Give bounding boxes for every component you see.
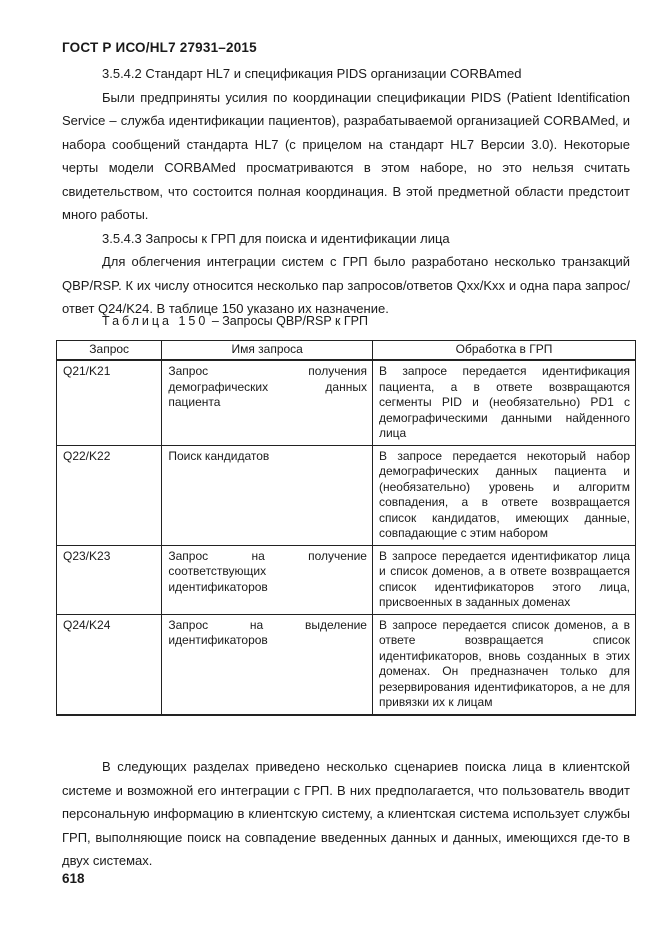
table-caption-text: – Запросы QBP/RSP к ГРП <box>208 314 368 328</box>
page-number: 618 <box>62 871 85 886</box>
section-3542-paragraph: Были предприняты усилия по координации спецификации PIDS (Patient Identification Service – служба идентификации пациентов), разрабатываемой организацией CORBAMed, и набора сообщений стандарта HL7 (с прицелом на стандарт HL7 Версии 3.0). Некоторые черты модели CORBAMed просматриваются в этом наборе, но это нельзя считать свидетельством, что состоится полная координация. В этой предметной области предстоит много работы. <box>62 89 630 222</box>
document-header: ГОСТ Р ИСО/HL7 27931–2015 <box>62 40 257 55</box>
section-3542-heading: 3.5.4.2 Стандарт HL7 и спецификация PIDS организации CORBAmed <box>102 66 522 81</box>
table-caption-label: Таблица 150 <box>102 314 209 328</box>
closing-paragraph: В следующих разделах приведено несколько сценариев поиска лица в клиентской системе и возможной его интеграции с ГРП. В них предполагается, что пользователь вводит персональную информацию в клиентскую систему, а клиентская система использует службы ГРП, выполняющие поиск на совпадение введенных данных и данных, имеющихся где-то в двух системах. <box>62 759 630 868</box>
column-header-query: Запрос <box>57 341 162 361</box>
cell-query-name: Запрос на получение соответствующих идентификаторов <box>162 545 373 614</box>
column-header-query-name: Имя запроса <box>162 341 373 361</box>
cell-processing: В запросе передается некоторый набор демографических данных пациента и (необязательно) уровень и алгоритм совпадения, а в ответе возвращается список кандидатов, имеющих данные, совпадающие с этим набором <box>372 445 635 545</box>
table-row <box>57 614 636 715</box>
cell-query-name: Запрос на выделение идентификаторов <box>162 614 373 715</box>
cell-processing: В запросе передается список доменов, а в ответе возвращается список идентификаторов, вновь созданных в этих доменах. Он предназначен только для резервирования идентификаторов, а не для привязки их к лицам <box>372 614 635 715</box>
queries-table <box>56 340 636 716</box>
cell-query-name: Запрос получения демографических данных пациента <box>162 360 373 445</box>
cell-query-name: Поиск кандидатов <box>162 445 373 545</box>
cell-processing: В запросе передается идентификация пациента, а в ответе возвращаются сегменты PID и (необязательно) PD1 с демографическими данными найденного лица <box>372 360 635 445</box>
cell-query: Q24/K24 <box>57 614 162 715</box>
cell-processing: В запросе передается идентификатор лица и список доменов, а в ответе возвращается список идентификаторов этого лица, присвоенных в заданных доменах <box>372 545 635 614</box>
table-header-row <box>57 341 636 361</box>
section-3543-heading: 3.5.4.3 Запросы к ГРП для поиска и идентификации лица <box>102 230 450 246</box>
table-row <box>57 360 636 445</box>
table-caption <box>102 314 368 328</box>
cell-query: Q23/K23 <box>57 545 162 614</box>
cell-query: Q22/K22 <box>57 445 162 545</box>
section-3543-paragraph: Для облегчения интеграции систем с ГРП было разработано несколько транзакций QBP/RSP. К их числу относится несколько пар запросов/ответов Qxx/Kxx и одна пара запрос/ответ Q24/K24. В таблице 150 указано их назначение. <box>62 254 630 316</box>
column-header-processing: Обработка в ГРП <box>372 341 635 361</box>
section-3542 <box>62 62 630 321</box>
table-row <box>57 545 636 614</box>
closing-section <box>62 755 630 873</box>
table-row <box>57 445 636 545</box>
cell-query: Q21/K21 <box>57 360 162 445</box>
